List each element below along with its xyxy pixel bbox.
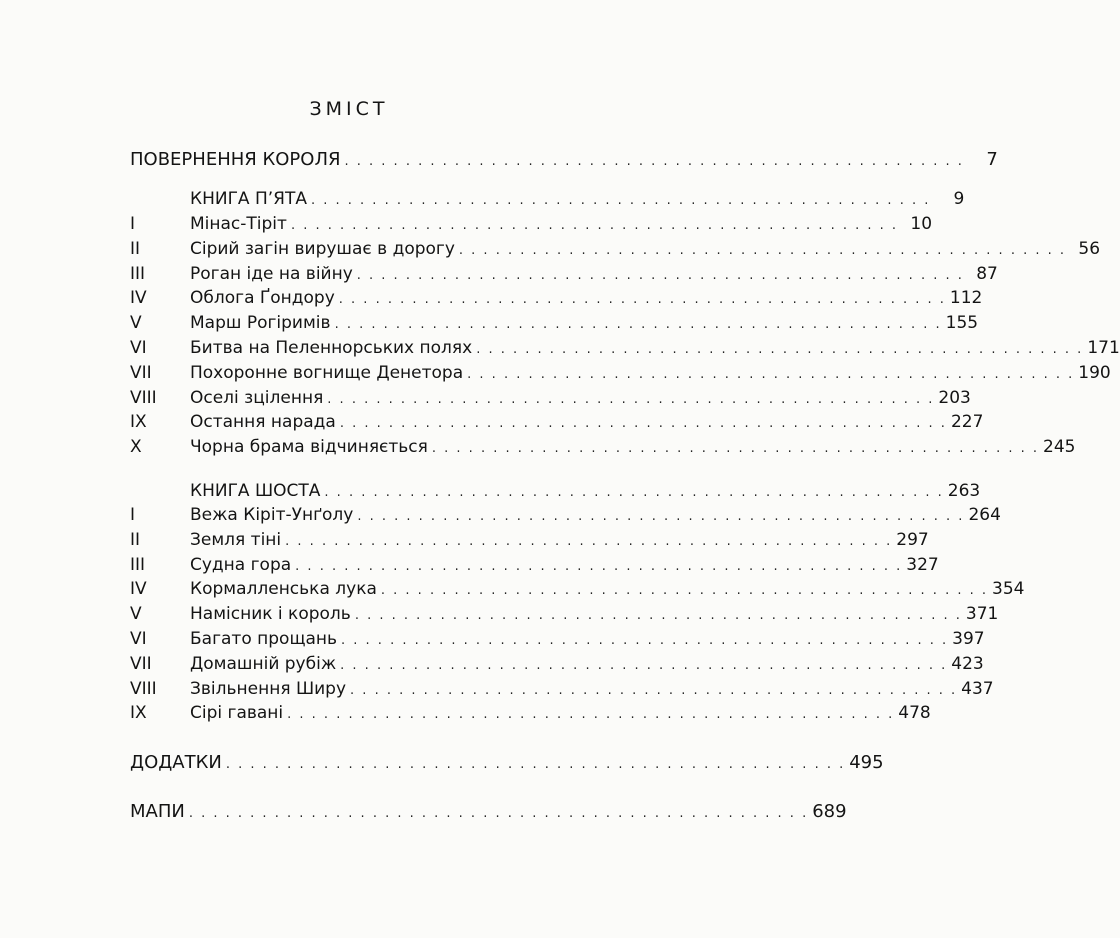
leader-dots: . . . . . . . . . . . . . . . . . . . . . . . . . . . . . . . . . . . . . . . . . . . . . . . . . . . bbox=[324, 485, 944, 500]
chapter-title: Домашній рубіж bbox=[190, 653, 337, 674]
toc-page: 7 bbox=[986, 149, 998, 170]
toc-chapter-entry[interactable] bbox=[130, 702, 931, 724]
leader-dots: . . . . . . . . . . . . . . . . . . . . . . . . . . . . . . . . . . . . . . . . . . . . . . . . . . bbox=[340, 657, 948, 673]
chapter-page: 87 bbox=[976, 263, 998, 284]
chapter-page: 354 bbox=[992, 579, 1025, 600]
toc-chapter-entry[interactable] bbox=[130, 263, 998, 285]
chapter-title: Сірі гавані bbox=[190, 703, 284, 724]
chapter-page: 437 bbox=[961, 678, 994, 699]
chapter-number: VIII bbox=[130, 387, 157, 408]
chapter-number: II bbox=[130, 529, 141, 550]
toc-page: 689 bbox=[812, 801, 847, 822]
toc-chapter-entry[interactable] bbox=[130, 411, 984, 433]
toc-chapter-entry[interactable] bbox=[130, 238, 1101, 260]
chapter-title: Мінас-Тіріт bbox=[190, 214, 287, 234]
leader-dots: . . . . . . . . . . . . . . . . . . . . . . . . . . . . . . . . . . . . . . . . . . . . . . . . . . bbox=[327, 391, 935, 407]
chapter-number: IX bbox=[130, 703, 147, 724]
chapter-number: IV bbox=[130, 579, 147, 600]
leader-dots: . . . . . . . . . . . . . . . . . . . . . . . . . . . . . . . . . . . . . . . . . . . . . . . . . . bbox=[458, 242, 1067, 258]
chapter-title: Земля тіні bbox=[190, 529, 282, 550]
toc-page: 9 bbox=[953, 189, 965, 209]
leader-dots: . . . . . . . . . . . . . . . . . . . . . . . . . . . . . . . . . . . . . . . . . . . . . . . . . . bbox=[285, 533, 893, 549]
leader-dots: . . . . . . . . . . . . . . . . . . . . . . . . . . . . . . . . . . . . . . . . . . . . . . . . . . bbox=[357, 509, 965, 524]
leader-dots: . . . . . . . . . . . . . . . . . . . . . . . . . . . . . . . . . . . . . . . . . . . . . . . . . . bbox=[380, 583, 988, 599]
chapter-number: III bbox=[130, 263, 146, 284]
chapter-page: 56 bbox=[1078, 238, 1101, 259]
leader-dots: . . . . . . . . . . . . . . . . . . . . . . . . . . . . . . . . . . . . . . . . . . . . . . . . . . bbox=[290, 218, 899, 233]
chapter-page: 112 bbox=[949, 288, 983, 309]
chapter-page: 227 bbox=[950, 412, 984, 433]
toc-entry-book6[interactable] bbox=[190, 480, 981, 502]
chapter-title: Марш Рогіримів bbox=[190, 313, 331, 334]
toc-chapter-entry[interactable] bbox=[130, 213, 933, 235]
chapter-number: VI bbox=[130, 338, 147, 358]
toc-entry-appendices[interactable] bbox=[130, 752, 884, 774]
toc-label: МАПИ bbox=[130, 801, 185, 822]
toc-chapter-entry[interactable] bbox=[130, 436, 1076, 458]
toc-chapter-entry[interactable] bbox=[130, 504, 1001, 526]
toc-page: 495 bbox=[849, 752, 884, 773]
toc-chapter-entry[interactable] bbox=[130, 628, 985, 650]
toc-chapter-entry[interactable] bbox=[130, 603, 999, 625]
chapter-title: Остання нарада bbox=[190, 412, 336, 433]
leader-dots: . . . . . . . . . . . . . . . . . . . . . . . . . . . . . . . . . . . . . . . . . . . . . . . . . . bbox=[341, 633, 949, 648]
toc-chapter-entry[interactable] bbox=[130, 362, 1111, 384]
chapter-number: VIII bbox=[130, 678, 157, 699]
leader-dots: . . . . . . . . . . . . . . . . . . . . . . . . . . . . . . . . . . . . . . . . . . . . . . . . . . bbox=[287, 707, 895, 723]
chapter-number: I bbox=[130, 214, 136, 234]
chapter-number: VI bbox=[130, 629, 147, 649]
chapter-page: 171 bbox=[1087, 338, 1120, 358]
leader-dots: . . . . . . . . . . . . . . . . . . . . . . . . . . . . . . . . . . . . . . . . . . . . . . . . . . . bbox=[188, 806, 809, 821]
chapter-page: 155 bbox=[945, 313, 979, 334]
toc-chapter-entry[interactable] bbox=[130, 529, 929, 551]
chapter-title: Битва на Пеленнорських полях bbox=[190, 338, 473, 358]
chapter-page: 264 bbox=[968, 505, 1001, 525]
leader-dots: . . . . . . . . . . . . . . . . . . . . . . . . . . . . . . . . . . . . . . . . . . . . . . . . . . bbox=[356, 267, 964, 283]
chapter-page: 203 bbox=[938, 387, 971, 408]
chapter-number: VII bbox=[130, 653, 152, 674]
chapter-number: IX bbox=[130, 412, 147, 433]
toc-label: ДОДАТКИ bbox=[130, 752, 222, 773]
leader-dots: . . . . . . . . . . . . . . . . . . . . . . . . . . . . . . . . . . . . . . . . . . . . . . . . . . . bbox=[225, 757, 846, 772]
chapter-title: Вежа Кіріт-Унґолу bbox=[190, 505, 354, 525]
leader-dots: . . . . . . . . . . . . . . . . . . . . . . . . . . . . . . . . . . . . . . . . . . . . . . . . . . . bbox=[344, 154, 964, 169]
leader-dots: . . . . . . . . . . . . . . . . . . . . . . . . . . . . . . . . . . . . . . . . . . . . . . . . . . bbox=[334, 317, 942, 333]
leader-dots: . . . . . . . . . . . . . . . . . . . . . . . . . . . . . . . . . . . . . . . . . . . . . . . . . . bbox=[350, 682, 958, 698]
chapter-page: 10 bbox=[910, 214, 933, 234]
chapter-title: Облога Ґондору bbox=[190, 288, 335, 309]
chapter-page: 478 bbox=[898, 703, 931, 724]
chapter-title: Намісник і король bbox=[190, 604, 351, 625]
leader-dots: . . . . . . . . . . . . . . . . . . . . . . . . . . . . . . . . . . . . . . . . . . . . . . . . . . bbox=[338, 292, 946, 308]
leader-dots: . . . . . . . . . . . . . . . . . . . . . . . . . . . . . . . . . . . . . . . . . . . . . . . . . . bbox=[467, 366, 1075, 382]
chapter-page: 397 bbox=[952, 629, 985, 649]
chapter-title: Звільнення Ширу bbox=[190, 678, 347, 699]
chapter-title: Роган іде на війну bbox=[190, 263, 353, 284]
toc-label: КНИГА ШОСТА bbox=[190, 481, 321, 501]
chapter-number: III bbox=[130, 554, 146, 575]
leader-dots: . . . . . . . . . . . . . . . . . . . . . . . . . . . . . . . . . . . . . . . . . . . . . . . . . . . bbox=[310, 193, 931, 208]
chapter-number: I bbox=[130, 505, 136, 525]
chapter-page: 371 bbox=[965, 604, 999, 625]
toc-chapter-entry[interactable] bbox=[130, 312, 979, 334]
chapter-number: V bbox=[130, 604, 142, 625]
chapter-number: VII bbox=[130, 362, 152, 383]
chapter-number: X bbox=[130, 437, 142, 458]
leader-dots: . . . . . . . . . . . . . . . . . . . . . . . . . . . . . . . . . . . . . . . . . . . . . . . . . . bbox=[476, 342, 1084, 357]
toc-entry-maps[interactable] bbox=[130, 801, 847, 823]
chapter-number: V bbox=[130, 313, 142, 334]
leader-dots: . . . . . . . . . . . . . . . . . . . . . . . . . . . . . . . . . . . . . . . . . . . . . . . . . . bbox=[295, 558, 903, 574]
chapter-title: Похоронне вогнище Денетора bbox=[190, 362, 464, 383]
chapter-page: 297 bbox=[896, 529, 929, 550]
chapter-page: 423 bbox=[951, 653, 984, 674]
chapter-title: Оселі зцілення bbox=[190, 387, 324, 408]
leader-dots: . . . . . . . . . . . . . . . . . . . . . . . . . . . . . . . . . . . . . . . . . . . . . . . . . . bbox=[354, 608, 962, 624]
toc-label: ПОВЕРНЕННЯ КОРОЛЯ bbox=[130, 149, 341, 170]
chapter-number: IV bbox=[130, 288, 147, 309]
leader-dots: . . . . . . . . . . . . . . . . . . . . . . . . . . . . . . . . . . . . . . . . . . . . . . . . . . bbox=[431, 441, 1039, 457]
chapter-title: Кормалленська лука bbox=[190, 579, 377, 600]
toc-chapter-entry[interactable] bbox=[130, 387, 971, 409]
toc-entry-main[interactable] bbox=[130, 149, 998, 171]
chapter-title: Судна гора bbox=[190, 554, 292, 575]
toc-chapter-entry[interactable] bbox=[130, 554, 939, 576]
leader-dots: . . . . . . . . . . . . . . . . . . . . . . . . . . . . . . . . . . . . . . . . . . . . . . . . . . bbox=[339, 416, 947, 432]
chapter-page: 245 bbox=[1043, 437, 1076, 458]
toc-chapter-entry[interactable] bbox=[130, 337, 1120, 359]
toc-chapter-entry[interactable] bbox=[130, 653, 984, 675]
toc-chapter-entry[interactable] bbox=[130, 287, 983, 309]
toc-chapter-entry[interactable] bbox=[130, 678, 994, 700]
chapter-title: Сірий загін вирушає в дорогу bbox=[190, 238, 455, 259]
chapter-title: Чорна брама відчиняється bbox=[190, 437, 428, 458]
chapter-number: II bbox=[130, 238, 141, 259]
page-title: ЗМІСТ bbox=[309, 98, 389, 120]
chapter-page: 190 bbox=[1078, 362, 1111, 383]
toc-label: КНИГА П’ЯТА bbox=[190, 189, 307, 209]
chapter-page: 327 bbox=[906, 554, 939, 575]
chapter-title: Багато прощань bbox=[190, 629, 338, 649]
toc-page: 263 bbox=[947, 481, 981, 501]
toc-entry-book5[interactable] bbox=[190, 188, 965, 210]
toc-chapter-entry[interactable] bbox=[130, 578, 1025, 600]
